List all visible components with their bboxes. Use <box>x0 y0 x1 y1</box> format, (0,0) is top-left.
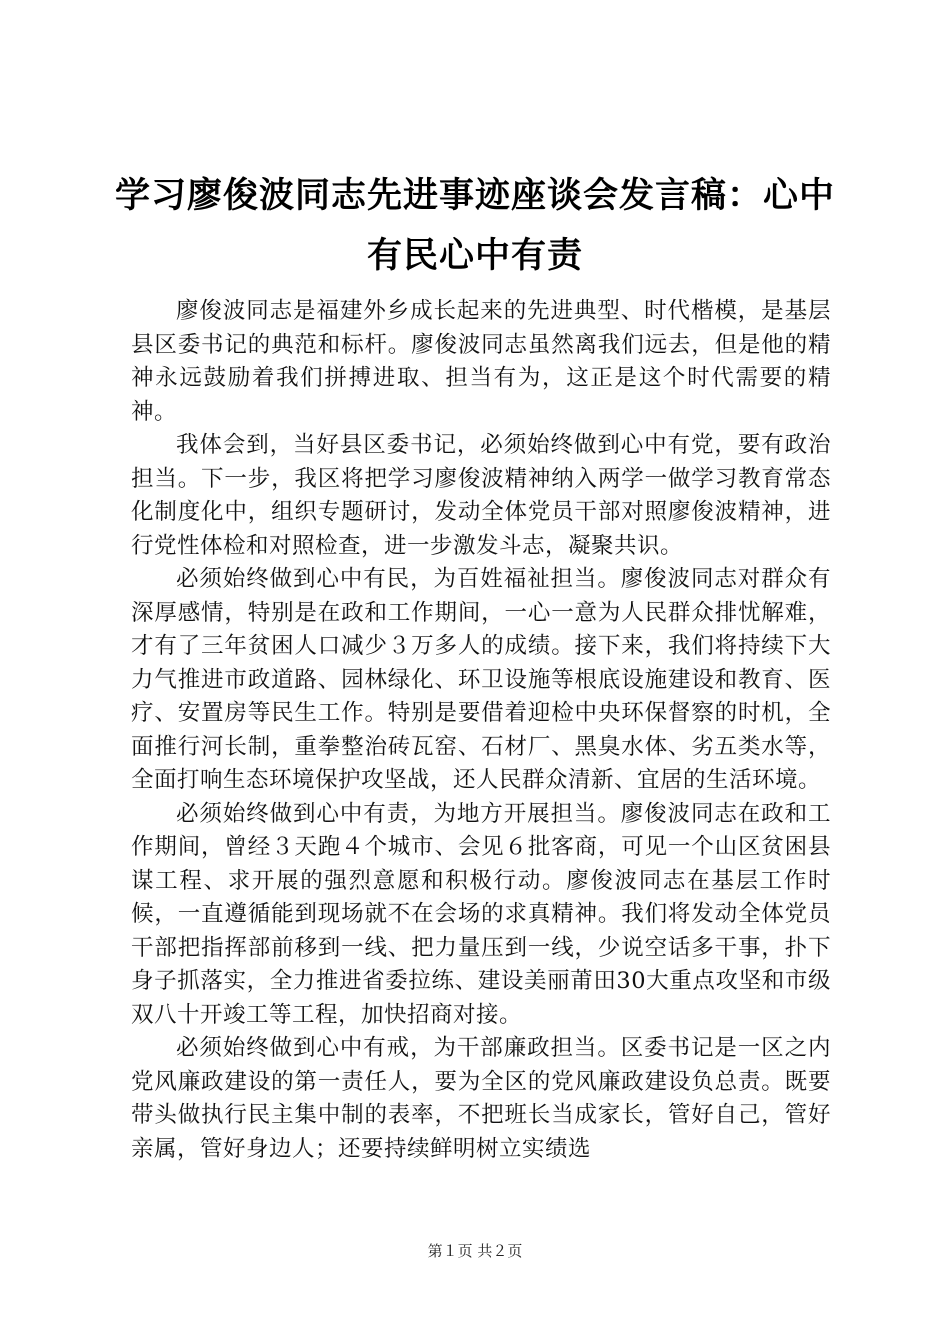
page-number-footer: 第１页 共２页 <box>427 1242 523 1260</box>
paragraph: 必须始终做到心中有戒，为干部廉政担当。区委书记是一区之内党风廉政建设的第一责任人，要为全区的党风廉政建设负总责。既要带头做执行民主集中制的表率，不把班长当成家长，管好自己，管好亲属，管好身边人；还要持续鲜明树立实绩选 <box>131 1035 831 1162</box>
document-body <box>131 295 831 1166</box>
paragraph: 廖俊波同志是福建外乡成长起来的先进典型、时代楷模，是基层县区委书记的典范和标杆。廖俊波同志虽然离我们远去，但是他的精神永远鼓励着我们拼搏进取、担当有为，这正是这个时代需要的精神。 <box>131 298 831 425</box>
paragraph: 必须始终做到心中有责，为地方开展担当。廖俊波同志在政和工作期间，曾经３天跑４个城市、会见６批客商，可见一个山区贫困县谋工程、求开展的强烈意愿和积极行动。廖俊波同志在基层工作时候，一直遵循能到现场就不在会场的求真精神。我们将发动全体党员干部把指挥部前移到一线、把力量压到一线，少说空话多干事，扑下身子抓落实，全力推进省委拉练、建设美丽莆田30大重点攻坚和市级双八十开竣工等工程，加快招商对接。 <box>131 800 831 1028</box>
paragraph: 我体会到，当好县区委书记，必须始终做到心中有党，要有政治担当。下一步，我区将把学习廖俊波精神纳入两学一做学习教育常态化制度化中，组织专题研讨，发动全体党员干部对照廖俊波精神，进行党性体检和对照检查，进一步激发斗志，凝聚共识。 <box>131 432 831 559</box>
document-title: 学习廖俊波同志先进事迹座谈会发言稿：心中有民心中有责 <box>114 175 835 276</box>
paragraph: 必须始终做到心中有民，为百姓福祉担当。廖俊波同志对群众有深厚感情，特别是在政和工作期间，一心一意为人民群众排忧解难，才有了三年贫困人口减少３万多人的成绩。接下来，我们将持续下大力气推进市政道路、园林绿化、环卫设施等根底设施建设和教育、医疗、安置房等民生工作。特别是要借着迎检中央环保督察的时机，全面推行河长制，重拳整治砖瓦窑、石材厂、黑臭水体、劣五类水等，全面打响生态环境保护攻坚战，还人民群众清新、宜居的生活环境。 <box>131 566 831 793</box>
